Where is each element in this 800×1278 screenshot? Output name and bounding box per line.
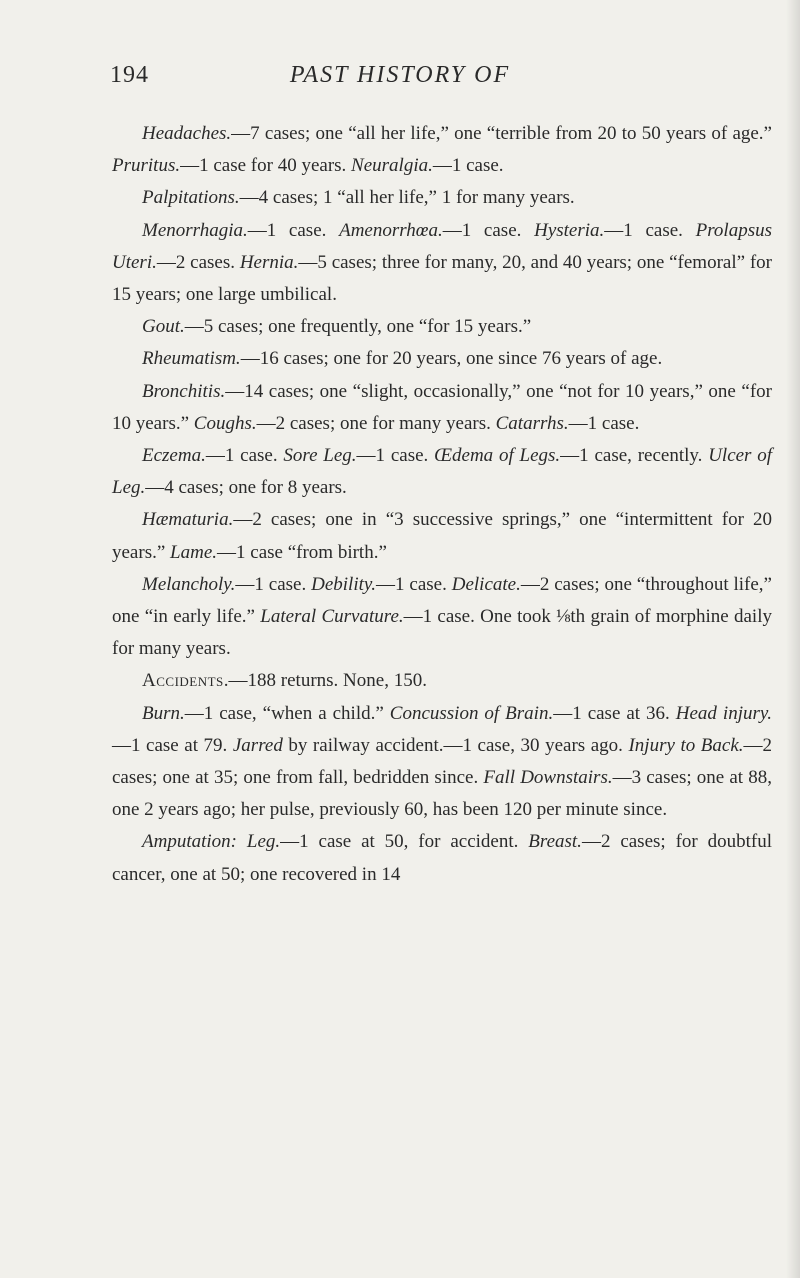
topic-heading: Amputation: Leg. bbox=[142, 831, 281, 853]
topic-heading: Jarred bbox=[232, 734, 283, 756]
text-run: —4 cases; 1 “all her life,” 1 for many years. bbox=[239, 187, 575, 209]
topic-heading: Coughs. bbox=[193, 412, 257, 434]
topic-heading: Melancholy. bbox=[142, 573, 236, 595]
topic-heading: Amenorrhœa. bbox=[339, 219, 443, 241]
text-run: —14 cases; one “slight, occasionally,” one “not for 10 years,” one “for 10 years.” bbox=[112, 380, 772, 434]
topic-heading: Hæmaturia. bbox=[142, 509, 234, 531]
text-run: —1 case. bbox=[247, 219, 340, 241]
topic-heading: Delicate. bbox=[451, 573, 521, 595]
text-run: —1 case at 36. bbox=[553, 702, 676, 724]
topic-heading: Pruritus. bbox=[112, 155, 181, 177]
text-run: —2 cases; one for many years. bbox=[256, 412, 496, 434]
paragraph bbox=[112, 698, 772, 827]
text-run: —1 case “from birth.” bbox=[217, 541, 387, 563]
text-run: —1 case. bbox=[442, 219, 535, 241]
topic-heading: Eczema. bbox=[142, 445, 206, 467]
paragraph bbox=[112, 343, 772, 375]
paragraph bbox=[112, 504, 772, 568]
paragraph bbox=[112, 665, 772, 697]
text-run: —2 cases. bbox=[156, 251, 240, 273]
text-run: —1 case, “when a child.” bbox=[184, 702, 390, 724]
topic-heading: Neuralgia. bbox=[351, 155, 433, 177]
topic-heading: Burn. bbox=[142, 702, 185, 724]
text-run: —16 cases; one for 20 years, one since 76 years of age. bbox=[240, 348, 663, 370]
topic-heading: Hernia. bbox=[239, 251, 299, 273]
text-run: —4 cases; one for 8 years. bbox=[145, 477, 347, 499]
text-run: —3 cases; one at 88, one 2 years ago; her pulse, previously 60, has been 120 per minute since. bbox=[112, 767, 772, 821]
paragraph bbox=[112, 311, 772, 343]
paragraph bbox=[112, 440, 772, 504]
text-run: —7 cases; one “all her life,” one “terrible from 20 to 50 years of age.” bbox=[231, 123, 772, 144]
page-number: 194 bbox=[110, 62, 149, 88]
text-run: —1 case. bbox=[568, 412, 640, 434]
page-edge-shadow bbox=[786, 0, 800, 1278]
page-header bbox=[0, 62, 800, 102]
topic-heading: Head injury. bbox=[675, 702, 772, 724]
topic-heading: Menorrhagia. bbox=[142, 219, 248, 241]
paragraph bbox=[112, 118, 772, 182]
text-run: —1 case at 79. bbox=[112, 734, 233, 756]
text-run: —1 case at 50, for accident. bbox=[280, 831, 529, 853]
text-run: —1 case for 40 years. bbox=[180, 155, 352, 177]
text-run: —1 case. One took ⅛th grain of morphine daily for many years. bbox=[112, 606, 772, 660]
topic-heading: Ulcer of Leg. bbox=[112, 445, 773, 499]
topic-heading: Injury to Back. bbox=[628, 734, 744, 756]
text-run: —5 cases; three for many, 20, and 40 years; one “femoral” for 15 years; one large umbilical. bbox=[112, 251, 772, 306]
topic-heading: Hysteria. bbox=[534, 219, 605, 241]
paragraph bbox=[112, 215, 772, 312]
paragraph bbox=[112, 182, 772, 214]
text-run: —1 case. bbox=[235, 573, 312, 595]
topic-heading: Sore Leg. bbox=[283, 445, 357, 467]
topic-heading: Prolapsus Uteri. bbox=[112, 219, 773, 273]
text-run: —1 case. bbox=[356, 445, 435, 467]
topic-heading: Concussion of Brain. bbox=[389, 702, 554, 724]
text-run: —1 case. bbox=[205, 445, 284, 467]
text-run: —1 case, recently. bbox=[560, 445, 709, 467]
topic-heading: Œdema of Legs. bbox=[434, 445, 561, 467]
text-run: .—188 returns. None, 150. bbox=[223, 670, 427, 692]
topic-heading: Gout. bbox=[142, 316, 185, 338]
topic-heading: Bronchitis. bbox=[142, 380, 226, 402]
running-title: PAST HISTORY OF bbox=[289, 62, 511, 88]
paragraph bbox=[112, 826, 772, 890]
section-heading: Accidents bbox=[142, 670, 224, 692]
topic-heading: Palpitations. bbox=[142, 187, 240, 209]
paragraph bbox=[112, 376, 772, 440]
topic-heading: Lame. bbox=[170, 541, 218, 563]
text-run: —1 case. bbox=[376, 573, 452, 595]
topic-heading: Breast. bbox=[528, 831, 582, 853]
text-run: by railway accident.—1 case, 30 years ago. bbox=[282, 734, 629, 756]
topic-heading: Fall Downstairs. bbox=[483, 767, 613, 789]
text-run: —2 cases; one at 35; one from fall, bedridden since. bbox=[112, 734, 773, 789]
text-run: —1 case. bbox=[604, 219, 696, 241]
text-run: —2 cases; one “throughout life,” one “in early life.” bbox=[112, 573, 772, 628]
topic-heading: Lateral Curvature. bbox=[260, 606, 404, 628]
text-run: —2 cases; one in “3 successive springs,” one “intermittent for 20 years.” bbox=[112, 509, 772, 563]
topic-heading: Rheumatism. bbox=[142, 348, 241, 370]
body-text bbox=[112, 118, 772, 891]
paragraph bbox=[112, 569, 772, 666]
text-run: —1 case. bbox=[432, 155, 504, 177]
text-run: —2 cases; for doubtful cancer, one at 50; one recovered in 14 bbox=[112, 831, 772, 885]
topic-heading: Catarrhs. bbox=[495, 412, 569, 434]
topic-heading: Debility. bbox=[311, 573, 377, 595]
text-run: —5 cases; one frequently, one “for 15 years.” bbox=[184, 316, 532, 338]
topic-heading: Headaches. bbox=[142, 123, 232, 144]
